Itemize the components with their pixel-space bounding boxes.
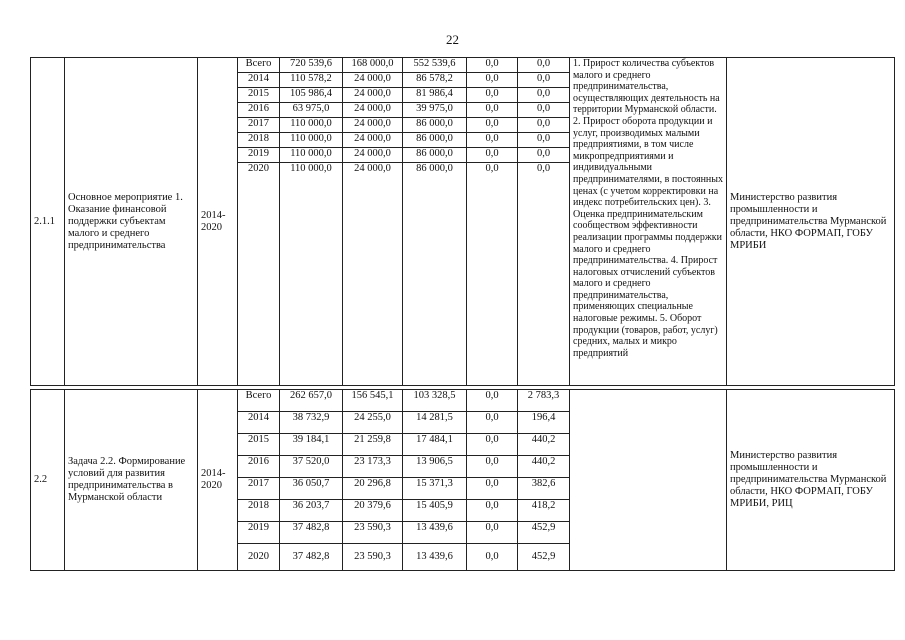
amount-col-2: 23 590,3 bbox=[343, 544, 403, 571]
amount-col-2: 24 000,0 bbox=[343, 148, 403, 163]
year-label: 2018 bbox=[238, 500, 280, 522]
total-amount: 63 975,0 bbox=[280, 103, 343, 118]
task-name: Задача 2.2. Формирование условий для развития предпринимательства в Мурманской области bbox=[65, 390, 198, 571]
table-row bbox=[31, 58, 895, 73]
year-label: Всего bbox=[238, 58, 280, 73]
total-amount: 110 000,0 bbox=[280, 163, 343, 178]
total-amount: 37 482,8 bbox=[280, 544, 343, 571]
amount-col-3: 14 281,5 bbox=[403, 412, 467, 434]
amount-col-4: 0,0 bbox=[467, 500, 518, 522]
amount-col-2: 24 000,0 bbox=[343, 163, 403, 178]
total-amount: 36 050,7 bbox=[280, 478, 343, 500]
year-label: Всего bbox=[238, 390, 280, 412]
amount-col-3: 552 539,6 bbox=[403, 58, 467, 73]
activity-name: Основное мероприятие 1. Оказание финансовой поддержки субъектам малого и среднего предпринимательства bbox=[65, 58, 198, 386]
responsible-ministry: Министерство развития промышленности и предпринимательства Мурманской области, НКО ФОРМАП, ГОБУ МРИБИ bbox=[727, 58, 895, 386]
page-number: 22 bbox=[446, 32, 459, 47]
amount-col-2: 23 173,3 bbox=[343, 456, 403, 478]
amount-col-3: 86 578,2 bbox=[403, 73, 467, 88]
empty-cell bbox=[518, 177, 570, 386]
year-label: 2016 bbox=[238, 103, 280, 118]
empty-cell bbox=[467, 177, 518, 386]
empty-cell bbox=[403, 177, 467, 386]
total-amount: 720 539,6 bbox=[280, 58, 343, 73]
year-label: 2015 bbox=[238, 434, 280, 456]
amount-col-3: 13 439,6 bbox=[403, 522, 467, 544]
indicators-text: 1. Прирост количества субъектов малого и среднего предпринимательства, осуществляющих деятельность на территории Мурманской области. 2. Прирост оборота продукции и услуг, производимых малыми предприятиями, в том числе микропредприятиями и индивидуальными предпринимателями, в постоянных ценах (с учетом корректировки на индекс потребительских цен). 3. Оценка предпринимательским сообществом эффективности реализации программы поддержки малого и среднего предпринимательства. 4. Прирост налоговых отчислений субъектов малого и среднего предпринимательства, применяющих специальные налоговые режимы. 5. Оборот продукции (товаров, работ, услуг) средних, малых и микро предприятий bbox=[570, 58, 727, 386]
amount-col-5: 0,0 bbox=[518, 88, 570, 103]
amount-col-5: 382,6 bbox=[518, 478, 570, 500]
amount-col-2: 20 296,8 bbox=[343, 478, 403, 500]
amount-col-3: 86 000,0 bbox=[403, 148, 467, 163]
total-amount: 37 520,0 bbox=[280, 456, 343, 478]
amount-col-2: 24 000,0 bbox=[343, 88, 403, 103]
amount-col-5: 0,0 bbox=[518, 73, 570, 88]
amount-col-2: 23 590,3 bbox=[343, 522, 403, 544]
amount-col-4: 0,0 bbox=[467, 412, 518, 434]
amount-col-4: 0,0 bbox=[467, 103, 518, 118]
total-amount: 39 184,1 bbox=[280, 434, 343, 456]
amount-col-4: 0,0 bbox=[467, 73, 518, 88]
amount-col-4: 0,0 bbox=[467, 456, 518, 478]
total-amount: 110 578,2 bbox=[280, 73, 343, 88]
amount-col-5: 440,2 bbox=[518, 434, 570, 456]
total-amount: 37 482,8 bbox=[280, 522, 343, 544]
amount-col-4: 0,0 bbox=[467, 58, 518, 73]
amount-col-4: 0,0 bbox=[467, 133, 518, 148]
amount-col-3: 17 484,1 bbox=[403, 434, 467, 456]
amount-col-2: 21 259,8 bbox=[343, 434, 403, 456]
amount-col-5: 0,0 bbox=[518, 133, 570, 148]
amount-col-4: 0,0 bbox=[467, 163, 518, 178]
year-label: 2015 bbox=[238, 88, 280, 103]
table-row bbox=[31, 390, 895, 412]
empty-cell bbox=[280, 177, 343, 386]
year-label: 2020 bbox=[238, 163, 280, 178]
indicators-empty bbox=[570, 390, 727, 571]
amount-col-5: 452,9 bbox=[518, 522, 570, 544]
empty-cell bbox=[343, 177, 403, 386]
empty-cell bbox=[238, 177, 280, 386]
year-label: 2019 bbox=[238, 522, 280, 544]
amount-col-3: 86 000,0 bbox=[403, 133, 467, 148]
responsible-ministry: Министерство развития промышленности и предпринимательства Мурманской области, НКО ФОРМАП, ГОБУ МРИБИ, РИЦ bbox=[727, 390, 895, 571]
program-table-row-2-1-1 bbox=[30, 57, 895, 386]
program-table-row-2-2 bbox=[30, 389, 895, 571]
amount-col-5: 0,0 bbox=[518, 148, 570, 163]
amount-col-4: 0,0 bbox=[467, 148, 518, 163]
year-label: 2014 bbox=[238, 73, 280, 88]
amount-col-2: 24 000,0 bbox=[343, 118, 403, 133]
year-label: 2020 bbox=[238, 544, 280, 571]
total-amount: 262 657,0 bbox=[280, 390, 343, 412]
year-label: 2019 bbox=[238, 148, 280, 163]
amount-col-3: 39 975,0 bbox=[403, 103, 467, 118]
year-label: 2014 bbox=[238, 412, 280, 434]
amount-col-3: 13 906,5 bbox=[403, 456, 467, 478]
amount-col-4: 0,0 bbox=[467, 434, 518, 456]
amount-col-5: 418,2 bbox=[518, 500, 570, 522]
amount-col-5: 0,0 bbox=[518, 103, 570, 118]
amount-col-4: 0,0 bbox=[467, 118, 518, 133]
amount-col-5: 2 783,3 bbox=[518, 390, 570, 412]
amount-col-2: 24 000,0 bbox=[343, 73, 403, 88]
amount-col-5: 0,0 bbox=[518, 118, 570, 133]
year-label: 2016 bbox=[238, 456, 280, 478]
amount-col-5: 440,2 bbox=[518, 456, 570, 478]
total-amount: 36 203,7 bbox=[280, 500, 343, 522]
year-label: 2017 bbox=[238, 478, 280, 500]
amount-col-3: 13 439,6 bbox=[403, 544, 467, 571]
amount-col-5: 196,4 bbox=[518, 412, 570, 434]
amount-col-4: 0,0 bbox=[467, 390, 518, 412]
amount-col-5: 452,9 bbox=[518, 544, 570, 571]
amount-col-3: 15 371,3 bbox=[403, 478, 467, 500]
amount-col-4: 0,0 bbox=[467, 88, 518, 103]
amount-col-3: 86 000,0 bbox=[403, 163, 467, 178]
amount-col-2: 156 545,1 bbox=[343, 390, 403, 412]
amount-col-5: 0,0 bbox=[518, 163, 570, 178]
total-amount: 110 000,0 bbox=[280, 148, 343, 163]
implementation-years: 2014-2020 bbox=[198, 390, 238, 571]
total-amount: 38 732,9 bbox=[280, 412, 343, 434]
implementation-years: 2014-2020 bbox=[198, 58, 238, 386]
year-label: 2017 bbox=[238, 118, 280, 133]
total-amount: 110 000,0 bbox=[280, 118, 343, 133]
amount-col-4: 0,0 bbox=[467, 522, 518, 544]
amount-col-3: 103 328,5 bbox=[403, 390, 467, 412]
amount-col-5: 0,0 bbox=[518, 58, 570, 73]
total-amount: 105 986,4 bbox=[280, 88, 343, 103]
amount-col-4: 0,0 bbox=[467, 478, 518, 500]
amount-col-3: 15 405,9 bbox=[403, 500, 467, 522]
amount-col-2: 168 000,0 bbox=[343, 58, 403, 73]
amount-col-2: 24 000,0 bbox=[343, 133, 403, 148]
amount-col-2: 24 255,0 bbox=[343, 412, 403, 434]
amount-col-2: 20 379,6 bbox=[343, 500, 403, 522]
row-id: 2.2 bbox=[31, 390, 65, 571]
year-label: 2018 bbox=[238, 133, 280, 148]
amount-col-4: 0,0 bbox=[467, 544, 518, 571]
row-id: 2.1.1 bbox=[31, 58, 65, 386]
amount-col-2: 24 000,0 bbox=[343, 103, 403, 118]
amount-col-3: 81 986,4 bbox=[403, 88, 467, 103]
amount-col-3: 86 000,0 bbox=[403, 118, 467, 133]
total-amount: 110 000,0 bbox=[280, 133, 343, 148]
